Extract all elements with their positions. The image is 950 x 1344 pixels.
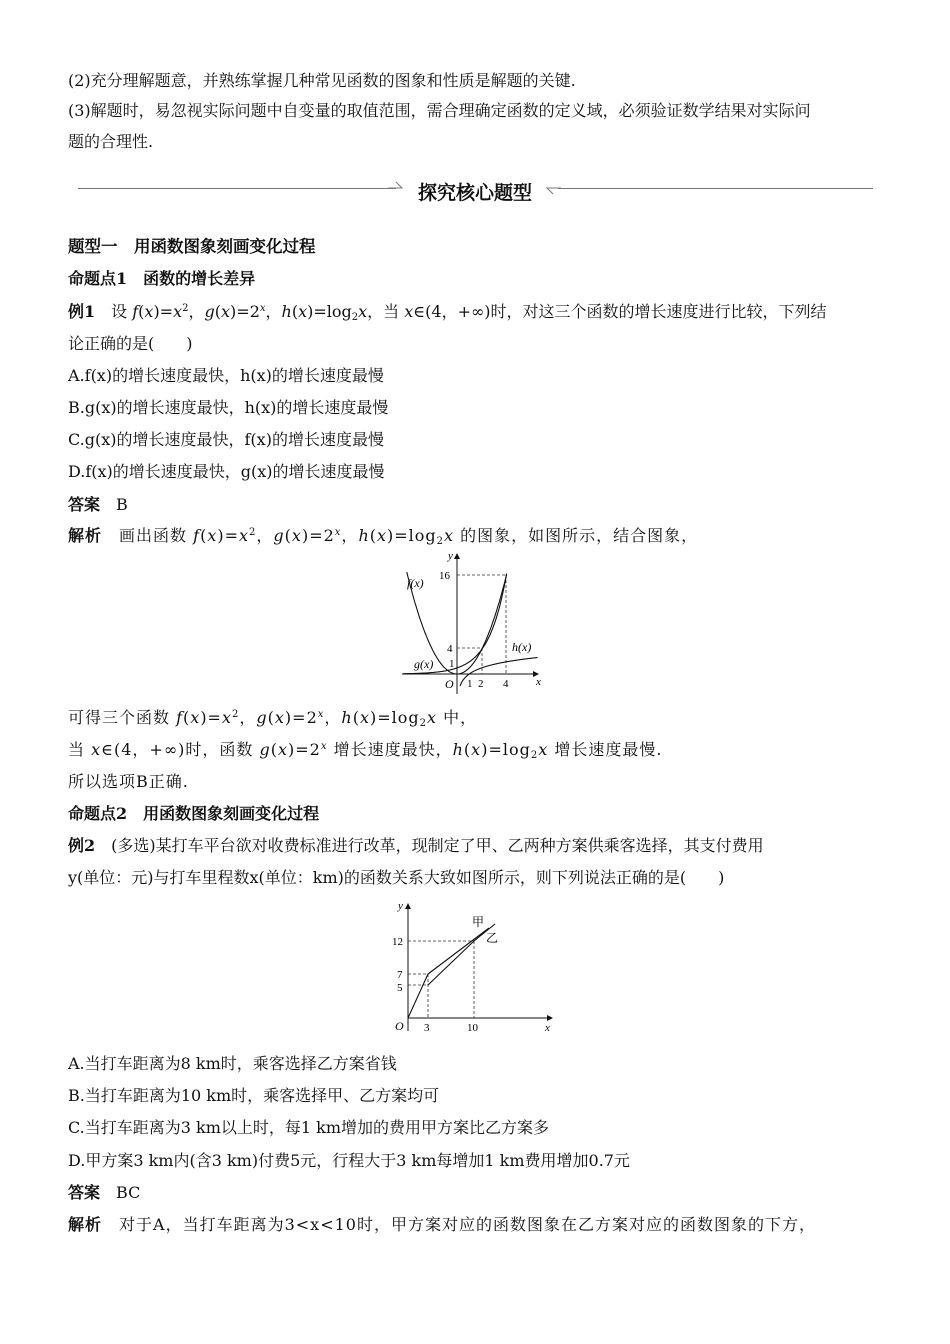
fig2-y-label: y xyxy=(398,900,403,912)
example1-stem-line-2: 论正确的是( ) xyxy=(68,334,193,353)
intro-point-2: (2)充分理解题意，并熟练掌握几种常见函数的图象和性质是解题的关键. xyxy=(68,71,576,90)
fig1-g-label: g(x) xyxy=(414,657,434,671)
example1-option-a: A.f(x)的增长速度最快，h(x)的增长速度最慢 xyxy=(68,366,384,385)
analysis-text: 对于A，当打车距离为3<x<10时，甲方案对应的函数图象在乙方案对应的函数图象的下方， xyxy=(119,1215,816,1234)
example1-conclusion-line-1: 可得三个函数 $f(x)=x^2$，$g(x)=2^x$，$h(x)=\log_2x$ 中， xyxy=(68,708,478,729)
example2-option-b: B.当打车距离为10 km时，乘客选择甲、乙方案均可 xyxy=(68,1086,440,1105)
fig1-xtick-2: 2 xyxy=(478,678,484,690)
example2-label: 例2 xyxy=(68,836,96,855)
fig1-ytick-1: 1 xyxy=(449,658,455,670)
answer-label: 答案 xyxy=(68,495,101,514)
answer-label: 答案 xyxy=(68,1183,101,1202)
point2-title: 命题点2 用函数图象刻画变化过程 xyxy=(68,804,320,823)
fig2-x-label: x xyxy=(545,1022,550,1034)
fig2-ytick-12: 12 xyxy=(392,936,403,948)
fig1-xtick-1: 1 xyxy=(467,678,473,690)
analysis-text-post: 的图象，如图所示，结合图象， xyxy=(460,526,699,545)
fig2-yi-label: 乙 xyxy=(486,931,499,945)
analysis-text-pre: 画出函数 xyxy=(119,526,188,545)
example1-option-d: D.f(x)的增长速度最快，g(x)的增长速度最慢 xyxy=(68,462,385,481)
conclusion2-pre: 当 xyxy=(68,740,86,759)
fig2-xtick-3: 3 xyxy=(424,1022,430,1034)
fig1-ytick-4: 4 xyxy=(447,643,453,655)
fig2-ytick-5: 5 xyxy=(397,982,403,994)
point1-title: 命题点1 函数的增长差异 xyxy=(68,269,256,288)
analysis-label: 解析 xyxy=(68,1215,103,1234)
fig1-x-label: x xyxy=(536,676,541,688)
example1-conclusion-line-3: 所以选项B正确. xyxy=(68,772,189,791)
fig1-y-label: y xyxy=(448,550,453,562)
example2-stem-text: (多选)某打车平台欲对收费标准进行改革，现制定了甲、乙两种方案供乘客选择，其支付费用 xyxy=(111,836,764,855)
answer-value: BC xyxy=(116,1183,141,1202)
fig2-jia-label: 甲 xyxy=(472,915,485,929)
example2-stem-line-2: y(单位：元)与打车里程数x(单位：km)的函数关系大致如图所示，则下列说法正确的是( ) xyxy=(68,868,725,887)
fig1-origin: O xyxy=(445,677,454,691)
example2-analysis-line-1 xyxy=(68,1214,816,1236)
example2-option-c: C.当打车距离为3 km以上时，每1 km增加的费用甲方案比乙方案多 xyxy=(68,1118,550,1137)
example1-option-c: C.g(x)的增长速度最快，f(x)的增长速度最慢 xyxy=(68,430,384,449)
line-jia xyxy=(408,928,489,1018)
section-title: 探究核心题型 xyxy=(417,182,532,204)
fig2-origin: O xyxy=(395,1019,404,1033)
conclusion2-mid: 时，函数 xyxy=(185,740,254,759)
example1-option-b: B.g(x)的增长速度最快，h(x)的增长速度最慢 xyxy=(68,398,389,417)
example2-answer xyxy=(68,1182,140,1204)
function-growth-graph xyxy=(398,548,550,698)
example1-answer xyxy=(68,494,128,516)
example1-analysis-line-1: 解析 画出函数 $f(x)=x^2$，$g(x)=2^x$，$h(x)=\log_2x$ 的图象，如图所示，结合图象， xyxy=(68,526,699,547)
example1-conclusion-line-2: 当 x∈(4，+∞)时，函数 $g(x)=2^x$ 增长速度最快，$h(x)=\log_2x$ 增长速度最慢. xyxy=(68,740,663,761)
fig2-ytick-7: 7 xyxy=(397,969,403,981)
conclusion-text-post: 中， xyxy=(443,708,478,727)
fare-scheme-graph xyxy=(386,898,558,1038)
type1-title: 题型一 用函数图象刻画变化过程 xyxy=(68,237,316,256)
example2-stem-line-1 xyxy=(68,835,764,857)
fig1-f-label: f(x) xyxy=(407,576,424,590)
fig2-xtick-10: 10 xyxy=(467,1022,478,1034)
line-yi xyxy=(428,924,495,985)
intro-point-3-line-2: 题的合理性. xyxy=(68,132,154,151)
conclusion-text-pre: 可得三个函数 xyxy=(68,708,171,727)
intro-point-3-line-1: (3)解题时，易忽视实际问题中自变量的取值范围，需合理确定函数的定义域，必须验证数学结果对实际问 xyxy=(68,101,811,120)
example1-label: 例1 xyxy=(68,302,96,321)
example1-stem-line-1: 例1 设 $f(x)=x^2$，$g(x)=2^x$，$h(x)=\log_2x$，当 x∈(4，+∞)时，对这三个函数的增长速度进行比较，下列结 xyxy=(68,302,827,323)
fig1-ytick-16: 16 xyxy=(439,570,450,582)
example2-option-a: A.当打车距离为8 km时，乘客选择乙方案省钱 xyxy=(68,1054,397,1073)
fig1-xtick-4: 4 xyxy=(503,678,509,690)
example1-stem-end: 时，对这三个函数的增长速度进行比较，下列结 xyxy=(490,302,827,321)
example2-option-d: D.甲方案3 km内(含3 km)付费5元，行程大于3 km每增加1 km费用增加0.7元 xyxy=(68,1151,630,1170)
answer-value: B xyxy=(116,495,128,514)
fig1-h-label: h(x) xyxy=(512,640,532,654)
analysis-label: 解析 xyxy=(68,526,103,545)
conclusion2-a: 增长速度最快， xyxy=(333,740,453,759)
conclusion2-b: 增长速度最慢. xyxy=(554,740,663,759)
